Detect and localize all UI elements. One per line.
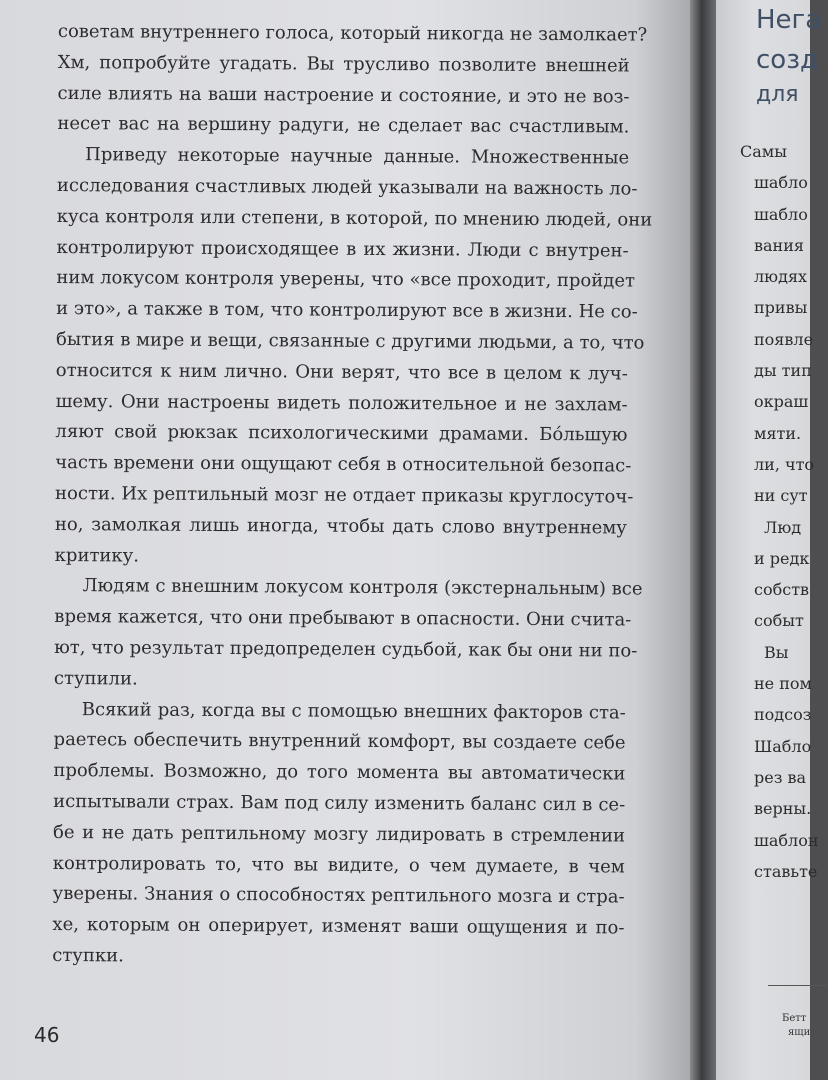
footnote-rule [768,985,828,986]
text-line: не пом [754,674,812,694]
text-line: Самы [740,142,787,161]
text-line: ступки. [52,944,124,967]
text-line: привы [754,298,808,318]
text-line: исследования счастливых людей указывали на важность ло- [56,174,638,200]
text-line: ды тип [754,361,812,381]
text-line: несет вас на вершину радуги, не сделает вас счастливым. [57,113,630,138]
text-line: силе влиять на ваши настроение и состояние, и это не воз- [57,82,630,108]
text-line: бытия в мире и вещи, связанные с другими людьми, а то, что [55,328,645,354]
text-line: появле [754,329,814,349]
text-line: относится к ним лично. Они верят, что все в целом к луч- [55,359,628,385]
paragraph-2 [54,140,653,575]
text-line: испытывали страх. Вам под силу изменить баланс сил в се- [53,790,626,816]
chapter-heading [756,0,821,110]
text-line: ляют свой рюкзак психологическими драмами. Бо́льшую [55,421,628,446]
right-page [716,0,822,1080]
text-line: советам внутреннего голоса, который никогда не замолкает? [57,20,648,46]
text-line: контролировать то, что вы видите, о чем думаете, в чем [52,852,625,877]
text-line: контролируют происходящее в их жизни. Люди с внутрен- [56,236,629,262]
paragraph-1 [57,17,648,144]
text-line: проблемы. Возможно, до того момента вы автоматически [53,760,626,785]
text-line: ли, что [754,454,815,474]
right-page-text [740,136,819,887]
text-line: верны. [754,799,812,819]
heading-line: для [756,82,799,107]
text-line: ют, что результат предопределен судьбой, как бы они ни по- [54,636,638,662]
text-line: Люд [764,517,802,537]
text-line: шабло [754,173,808,193]
heading-line: созд [756,45,819,75]
text-line: подсоз [754,705,812,725]
text-line: вания [754,235,804,255]
book-gutter [690,0,716,1080]
text-line: людях [754,267,808,287]
text-line: уверены. Знания о способностях рептильного мозга и стра- [52,883,625,908]
text-line: рез ва [754,767,807,787]
text-line: Вы [764,642,789,662]
text-line: и редк [754,548,810,568]
text-line: но, замолкая лишь иногда, чтобы дать слово внутреннему [54,513,627,539]
text-line: ним локусом контроля уверены, что «все проходит, пройдет [56,267,636,292]
text-line: куса контроля или степени, в которой, по мнению людей, они [56,205,653,231]
text-line: критику. [54,544,140,567]
text-line: окраш [754,392,809,412]
paragraph-4 [52,695,626,976]
footnote-line: Бетт [782,1013,807,1024]
heading-line: Нега [756,5,822,35]
text-line: ни сут [754,486,808,506]
text-line: ступили. [53,667,138,690]
text-line: Шабло [754,736,812,756]
text-line: Хм, попробуйте угадать. Вы трусливо позволите внешней [57,51,630,77]
text-line: мяти. [754,423,802,443]
text-line: время кажется, что они пребывают в опасности. Они счита- [54,606,632,631]
text-line: бе и не дать рептильному мозгу лидировать в стремлении [52,821,626,847]
text-line: шаблон [754,830,819,850]
page-number: 46 [34,1023,60,1047]
text-line: ставьте [754,861,818,881]
text-line: часть времени они ощущают себя в относительной безопас- [55,452,632,477]
footnote-line: ящи [788,1027,811,1038]
text-line: ности. Их рептильный мозг не отдает приказы круглосуточ- [55,482,634,508]
footnote [782,1012,810,1040]
text-line: и это», а также в том, что контролируют все в жизни. Не со- [56,298,638,323]
text-line: шему. Они настроены видеть положительное и не захлам- [55,390,628,416]
text-line: событ [754,611,804,631]
body-text [52,17,653,975]
text-line: собств [754,580,810,600]
text-line: шабло [754,204,808,224]
text-line: Приведу некоторые научные данные. Множественные [85,144,630,169]
text-line: раетесь обеспечить внутренний комфорт, вы создаете себе [53,729,626,754]
text-line: Всякий раз, когда вы с помощью внешних факторов ста- [81,698,626,724]
text-line: хе, которым он оперирует, изменят ваши ощущения и по- [52,914,625,939]
text-line: Людям с внешним локусом контроля (экстернальным) все [82,575,643,600]
paragraph-3 [53,571,643,698]
